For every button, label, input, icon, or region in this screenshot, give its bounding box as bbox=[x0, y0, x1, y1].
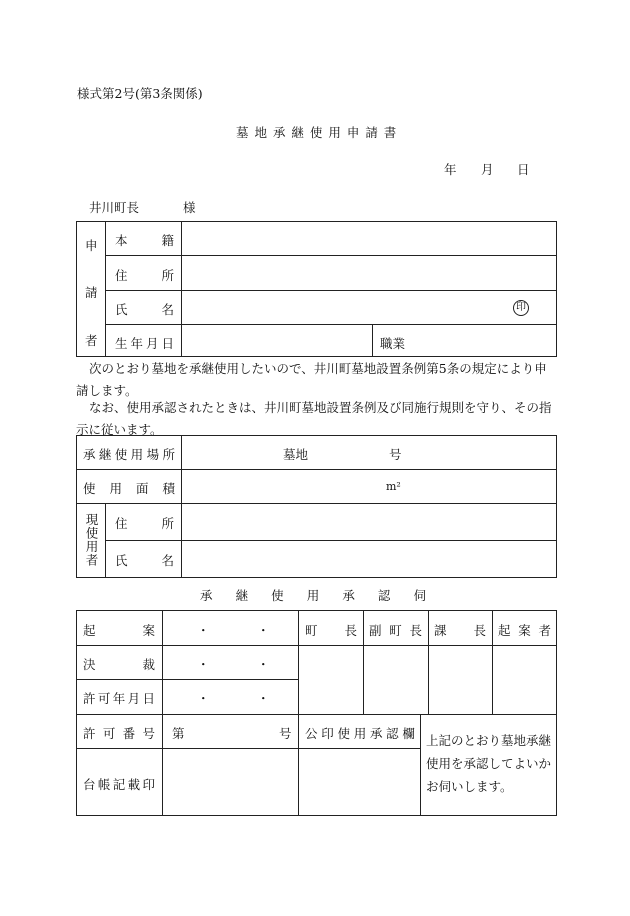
occupation-label: 職業 bbox=[380, 336, 406, 351]
drafter-seal-field[interactable] bbox=[493, 646, 556, 714]
birthdate-field[interactable] bbox=[182, 325, 372, 356]
location-field[interactable] bbox=[182, 436, 556, 469]
current-user-name-field[interactable] bbox=[182, 541, 556, 577]
seal-column-label: 公 印 使 用 承 認 欄 bbox=[305, 726, 415, 741]
area-unit: m² bbox=[386, 480, 401, 493]
honseki-label: 本 籍 bbox=[115, 233, 174, 248]
permit-number-label: 許 可 番 号 bbox=[83, 726, 155, 741]
location-label: 承 継 使 用 場 所 bbox=[83, 447, 175, 462]
addressee-suffix: 様 bbox=[183, 200, 196, 215]
deputy-mayor-seal-field[interactable] bbox=[364, 646, 428, 714]
drafter-label: 起 案 者 bbox=[498, 623, 551, 638]
honseki-field[interactable] bbox=[182, 222, 556, 255]
address-label: 住 所 bbox=[115, 268, 174, 283]
permit-date-dot-1: ・ bbox=[197, 691, 210, 706]
grave-number-word: 号 bbox=[389, 447, 402, 462]
approval-note-line-2: 使用を承認してよいか bbox=[426, 756, 552, 771]
drafted-dot-1: ・ bbox=[197, 623, 210, 638]
name-label: 氏 名 bbox=[115, 302, 174, 317]
decided-dot-2: ・ bbox=[257, 657, 270, 672]
permit-date-label: 許 可 年 月 日 bbox=[83, 691, 155, 706]
approval-note-line-3: お伺いします。 bbox=[426, 779, 513, 794]
applicant-label-2: 請 bbox=[85, 285, 98, 300]
applicant-label-3: 者 bbox=[85, 333, 98, 348]
grave-word: 墓地 bbox=[283, 447, 309, 462]
current-user-address-label: 住 所 bbox=[115, 516, 174, 531]
deputy-mayor-label: 副 町 長 bbox=[369, 623, 422, 638]
permit-number-field[interactable] bbox=[186, 715, 276, 748]
official-seal-field[interactable] bbox=[299, 749, 420, 815]
seal-mark: 印 bbox=[513, 300, 529, 316]
mayor-seal-field[interactable] bbox=[299, 646, 363, 714]
approval-note-line-1: 上記のとおり墓地承継 bbox=[426, 733, 552, 748]
date-day: 日 bbox=[517, 162, 530, 177]
mayor-label: 町 長 bbox=[305, 623, 357, 638]
birthdate-label: 生 年 月 日 bbox=[115, 336, 174, 351]
approval-heading: 承 継 使 用 承 認 伺 bbox=[200, 588, 426, 603]
permit-date-dot-2: ・ bbox=[257, 691, 270, 706]
address-field[interactable] bbox=[182, 256, 556, 290]
section-chief-label: 課 長 bbox=[434, 623, 486, 638]
section-chief-seal-field[interactable] bbox=[429, 646, 492, 714]
name-field[interactable] bbox=[182, 291, 556, 324]
form-number: 様式第2号(第3条関係) bbox=[77, 86, 203, 101]
ledger-seal-label: 台 帳 記 載 印 bbox=[83, 777, 155, 792]
date-year: 年 bbox=[444, 162, 457, 177]
ledger-seal-field[interactable] bbox=[163, 749, 298, 815]
drafted-dot-2: ・ bbox=[257, 623, 270, 638]
current-user-address-field[interactable] bbox=[182, 504, 556, 540]
date-month: 月 bbox=[481, 162, 494, 177]
area-field[interactable] bbox=[182, 470, 556, 503]
addressee-name: 井川町長 bbox=[89, 200, 140, 215]
current-user-name-label: 氏 名 bbox=[115, 553, 174, 568]
drafted-label: 起 案 bbox=[83, 623, 155, 638]
permit-no-prefix: 第 bbox=[172, 726, 185, 741]
decided-label: 決 裁 bbox=[83, 657, 155, 672]
page-title: 墓 地 承 継 使 用 申 請 書 bbox=[236, 125, 398, 140]
decided-dot-1: ・ bbox=[197, 657, 210, 672]
occupation-field[interactable] bbox=[410, 325, 556, 356]
applicant-label-1: 申 bbox=[85, 238, 98, 253]
area-label: 使 用 面 積 bbox=[83, 481, 175, 496]
body-paragraph-1: 次のとおり墓地を承継使用したいので、井川町墓地設置条例第5条の規定により申請します。 bbox=[76, 361, 547, 398]
body-paragraph-2: なお、使用承認されたときは、井川町墓地設置条例及び同施行規則を守り、その指示に従います。 bbox=[76, 400, 552, 437]
current-user-label: 現使用者 bbox=[84, 513, 99, 567]
permit-no-suffix: 号 bbox=[279, 726, 292, 741]
